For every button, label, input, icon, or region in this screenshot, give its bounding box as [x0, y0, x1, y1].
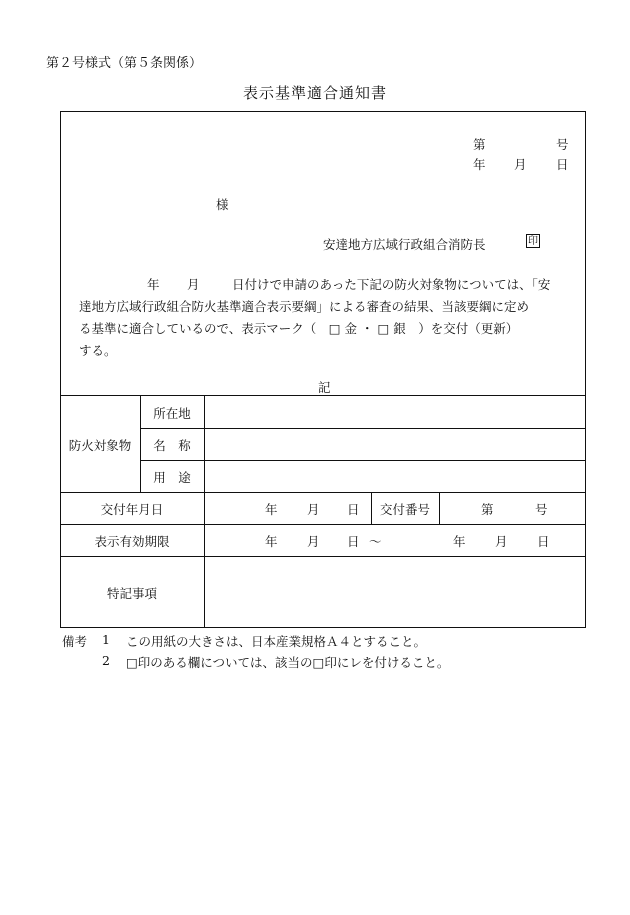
table-vline-number-label-right	[439, 492, 440, 524]
location-label: 所在地	[153, 406, 191, 421]
table-line-validity	[60, 556, 586, 557]
notice-date-day: 日	[556, 157, 569, 172]
validity-label: 表示有効期限	[94, 534, 170, 549]
name-label: 名 称	[153, 438, 191, 453]
body-line-4: する。	[79, 343, 117, 358]
validity-to-day: 日	[537, 534, 550, 549]
note-1-number: 1	[102, 632, 110, 647]
document-title: 表示基準適合通知書	[242, 84, 387, 102]
note-2-text: □印のある欄については、該当の□印にレを付けること。	[126, 655, 450, 670]
notice-number-suffix: 号	[556, 137, 569, 152]
body-date-year: 年	[147, 277, 160, 292]
issue-number-label: 交付番号	[379, 502, 430, 517]
seal-mark: 印	[528, 236, 538, 247]
table-line-issue-date	[60, 524, 586, 525]
issue-number-suffix: 号	[535, 502, 548, 517]
issue-date-year: 年	[265, 502, 278, 517]
ki-heading: 記	[318, 380, 331, 395]
validity-to-month: 月	[495, 534, 508, 549]
table-vline-label	[204, 395, 205, 628]
object-label: 防火対象物	[68, 438, 132, 453]
form-number-label: 第２号様式（第５条関係）	[46, 56, 203, 71]
issue-number-prefix: 第	[481, 502, 494, 517]
validity-from-month: 月	[307, 534, 320, 549]
issue-date-day: 日	[347, 502, 360, 517]
issue-date-label: 交付年月日	[100, 502, 164, 517]
body-date-month: 月	[187, 277, 200, 292]
issuer-name: 安達地方広域行政組合消防長	[323, 237, 486, 252]
notice-date-year: 年	[473, 157, 486, 172]
remarks-label: 特記事項	[106, 586, 157, 601]
table-line-name	[140, 460, 586, 461]
notes-label: 備考	[62, 634, 88, 649]
note-2-number: 2	[102, 653, 110, 668]
table-top-line	[60, 395, 586, 396]
notice-date-month: 月	[514, 157, 527, 172]
note-1-text: この用紙の大きさは、日本産業規格Ａ４とすること。	[126, 634, 427, 649]
table-line-location	[140, 428, 586, 429]
body-line-1: 日付けで申請のあった下記の防火対象物については、「安	[232, 277, 551, 292]
addressee-suffix: 様	[216, 197, 229, 212]
table-line-use	[60, 492, 586, 493]
validity-tilde: ～	[369, 534, 382, 549]
validity-from-day: 日	[347, 534, 360, 549]
notice-form-frame	[60, 111, 586, 628]
use-label: 用 途	[153, 470, 191, 485]
notice-number-prefix: 第	[473, 137, 486, 152]
issue-date-month: 月	[307, 502, 320, 517]
validity-from-year: 年	[265, 534, 278, 549]
validity-to-year: 年	[453, 534, 466, 549]
body-line-3: る基準に適合しているので、表示マーク（ □ 金 ・ □ 銀 ）を交付（更新）	[79, 321, 519, 336]
body-line-2: 達地方広域行政組合防火基準適合表示要綱」による審査の結果、当該要綱に定め	[79, 299, 530, 314]
